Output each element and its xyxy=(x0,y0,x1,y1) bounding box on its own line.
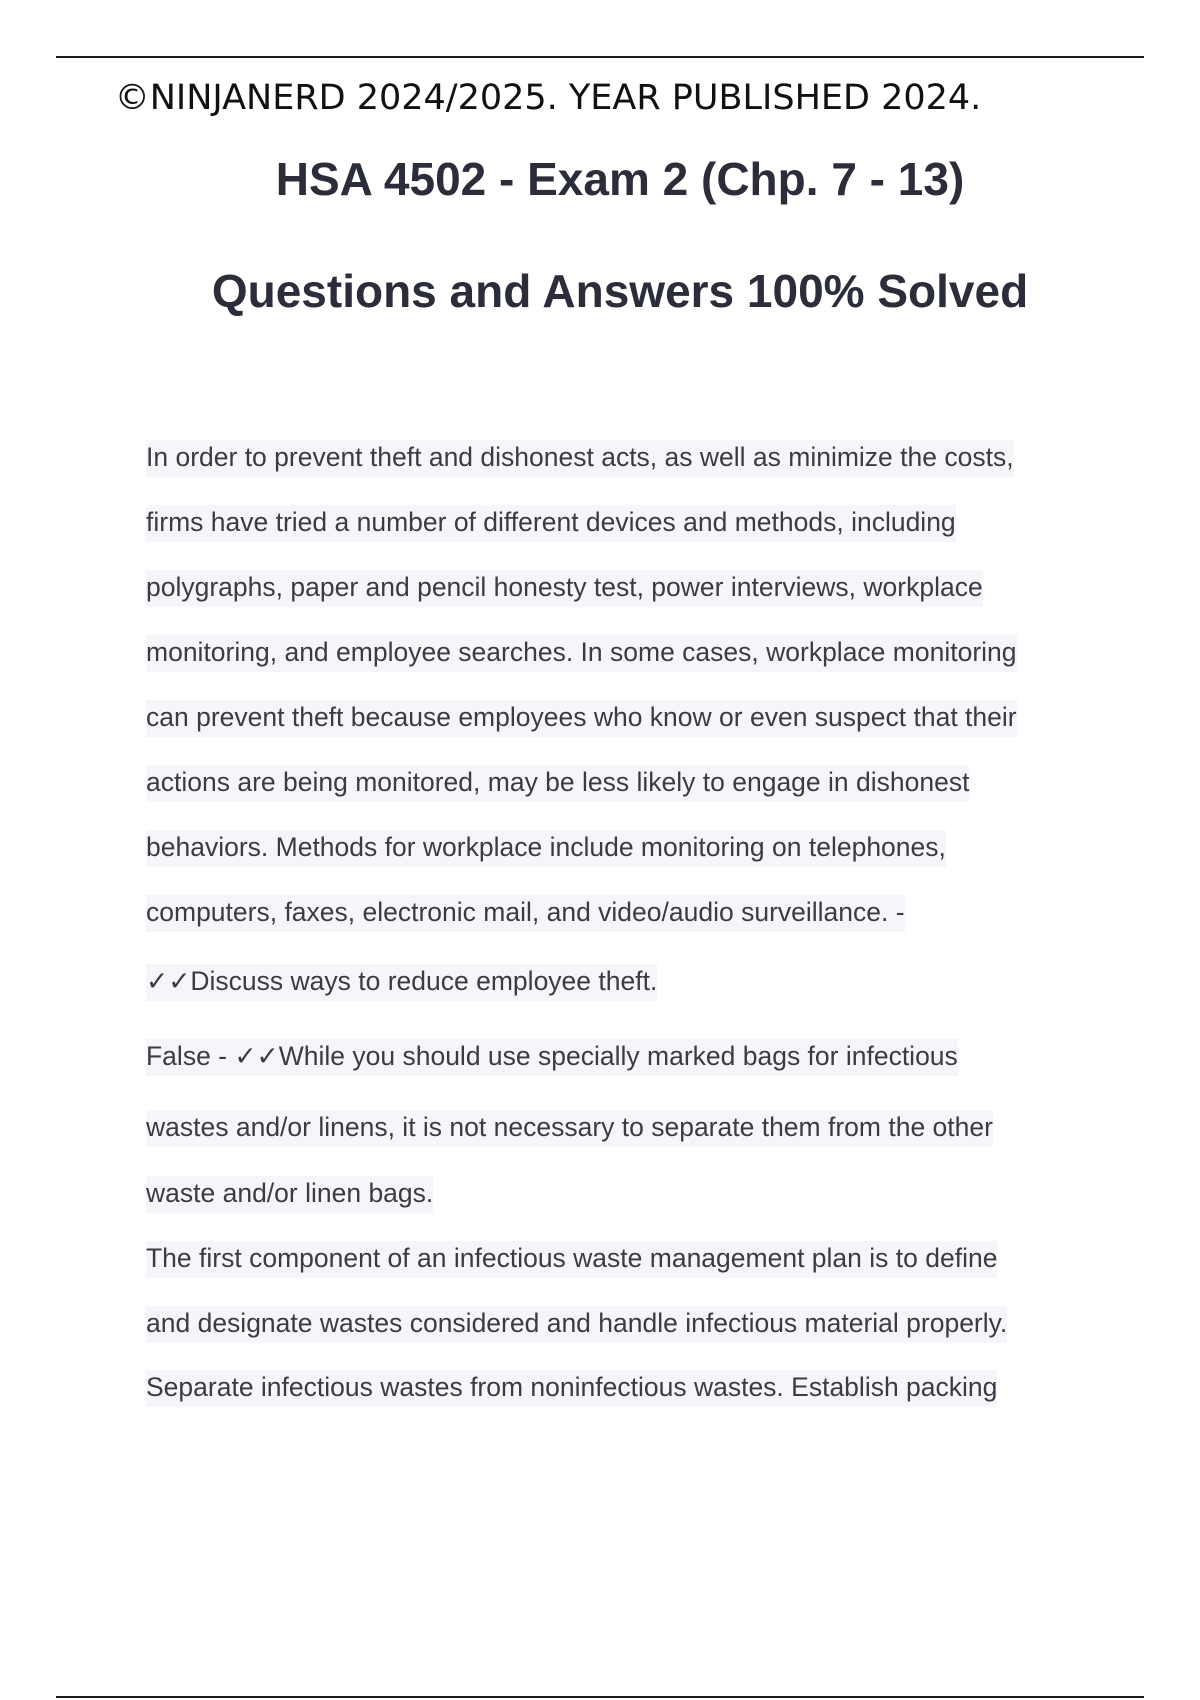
body-line: firms have tried a number of different devices and methods, including xyxy=(146,505,956,542)
body-line: The first component of an infectious waste management plan is to define xyxy=(146,1241,997,1278)
body-line: behaviors. Methods for workplace include monitoring on telephones, xyxy=(146,830,946,867)
top-rule xyxy=(56,56,1144,58)
body-line: actions are being monitored, may be less likely to engage in dishonest xyxy=(146,765,969,802)
body-line: waste and/or linen bags. xyxy=(146,1176,433,1213)
body-line: computers, faxes, electronic mail, and video/audio surveillance. - xyxy=(146,895,905,932)
body-line: polygraphs, paper and pencil honesty test, power interviews, workplace xyxy=(146,570,983,607)
document-title: HSA 4502 - Exam 2 (Chp. 7 - 13) xyxy=(275,153,965,205)
copyright-header: ©NINJANERD 2024/2025. YEAR PUBLISHED 2024. xyxy=(114,78,982,118)
body-line: Separate infectious wastes from noninfectious wastes. Establish packing xyxy=(146,1370,997,1407)
body-line: monitoring, and employee searches. In some cases, workplace monitoring xyxy=(146,635,1017,672)
body-line: False - ✓✓While you should use specially marked bags for infectious xyxy=(146,1039,958,1076)
body-line: wastes and/or linens, it is not necessary to separate them from the other xyxy=(146,1110,993,1147)
body-line: can prevent theft because employees who know or even suspect that their xyxy=(146,700,1017,737)
body-line: In order to prevent theft and dishonest acts, as well as minimize the costs, xyxy=(146,440,1014,477)
document-subtitle: Questions and Answers 100% Solved xyxy=(211,265,1029,317)
body-line: and designate wastes considered and handle infectious material properly. xyxy=(146,1306,1007,1343)
bottom-rule xyxy=(56,1696,1144,1698)
body-line: ✓✓Discuss ways to reduce employee theft. xyxy=(146,964,657,1001)
